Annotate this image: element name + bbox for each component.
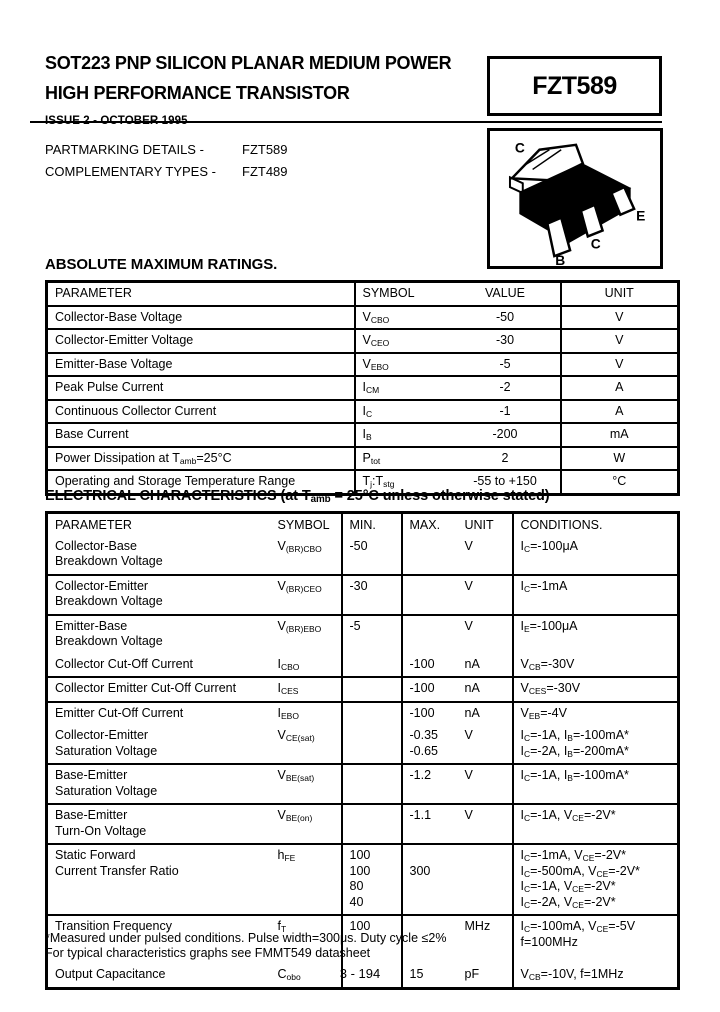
footnote-pulsed-conditions: *Measured under pulsed conditions. Pulse width=300μs. Duty cycle ≤2% — [45, 931, 447, 945]
cell-parameter: Emitter-Base Breakdown Voltage — [47, 615, 271, 654]
cell-conditions: $V_{CB}=-10V$, f=1MHz — [520, 967, 624, 982]
cell-parameter: Emitter-Base Voltage — [47, 353, 355, 377]
cell-unit: W — [561, 447, 679, 471]
cell-min — [342, 804, 402, 844]
part-number-box — [487, 56, 662, 116]
cell-parameter: Emitter Cut-Off Current — [47, 702, 271, 726]
table-row — [47, 804, 679, 844]
cell-min — [342, 677, 402, 702]
cell-parameter: Collector-Emitter Breakdown Voltage — [47, 575, 271, 615]
cell-parameter: Transition Frequency — [47, 915, 271, 954]
cell-max: -100 — [402, 677, 458, 702]
elec-heading: ELECTRICAL CHARACTERISTICS (at $T_{amb} = 25^\circ C$ unless otherwise stated) — [45, 488, 550, 506]
cell-parameter: Collector-Base Breakdown Voltage — [55, 538, 163, 568]
table-row — [47, 400, 679, 424]
cell-min — [342, 702, 402, 726]
doc-title-line2: HIGH PERFORMANCE TRANSISTOR — [45, 83, 350, 103]
cell-symbol: $V_{BE(sat)}$ — [271, 764, 342, 804]
table-row — [47, 376, 679, 400]
cell-parameter: Peak Pulse Current — [47, 376, 355, 400]
table-row — [47, 575, 679, 615]
cell-parameter: Collector-Base Voltage — [47, 306, 355, 330]
cell-unit: pF — [458, 954, 513, 988]
complementary-value: FZT489 — [242, 164, 288, 179]
complementary-label: COMPLEMENTARY TYPES - — [45, 164, 216, 179]
cell-symbol: $I_C$ — [355, 400, 451, 424]
table-row — [47, 615, 679, 654]
header-symbol: SYMBOL — [271, 513, 342, 536]
footnote-graphs-reference: For typical characteristics graphs see FMMT549 datasheet — [45, 946, 371, 960]
abs-max-heading: ABSOLUTE MAXIMUM RATINGS. — [45, 256, 278, 273]
header-parameter: PARAMETER — [47, 282, 355, 306]
cell-symbol: $V_{CBO}$ — [355, 306, 451, 330]
cell-max: -1.2 — [402, 764, 458, 804]
cell-min: 100 — [342, 915, 402, 954]
cell-unit: A — [561, 376, 679, 400]
table-row — [47, 654, 679, 678]
cell-conditions: $V_{EB}=-4V$ — [513, 702, 679, 726]
partmarking-block — [45, 139, 288, 183]
cell-value: -1 — [451, 400, 561, 424]
cell-symbol: $I_{CES}$ — [271, 677, 342, 702]
cell-parameter: Output Capacitance — [55, 967, 166, 981]
cell-symbol: $I_{EBO}$ — [271, 702, 342, 726]
cell-conditions: $I_C=-1A$, $I_B=-100mA*$ $I_C=-2A$, $I_B=-200mA*$ — [520, 728, 629, 759]
header-divider — [30, 121, 662, 123]
cell-parameter: Operating and Storage Temperature Range — [47, 470, 355, 494]
complementary-row — [45, 161, 288, 183]
cell-symbol: $C_{obo}$ — [271, 954, 342, 988]
table-row — [47, 764, 679, 804]
cell-parameter: Collector Emitter Cut-Off Current — [47, 677, 271, 702]
footnotes — [45, 931, 446, 961]
cell-value: -50 — [451, 306, 561, 330]
table-row — [47, 536, 679, 575]
tab-label: C — [514, 140, 525, 156]
cell-parameter: Base-Emitter Saturation Voltage — [47, 764, 271, 804]
partmarking-row — [45, 139, 288, 161]
cell-unit: V — [458, 764, 513, 804]
cell-symbol: $V_{EBO}$ — [355, 353, 451, 377]
header-value: VALUE — [451, 282, 561, 306]
cell-parameter: Base-Emitter Turn-On Voltage — [47, 804, 271, 844]
lead-e-label: E — [636, 208, 646, 224]
cell-unit: V — [458, 615, 513, 654]
cell-unit: MHz — [458, 915, 513, 954]
cell-min: -5 — [342, 615, 402, 654]
header-unit: UNIT — [458, 513, 513, 536]
cell-symbol: $f_T$ — [271, 915, 342, 954]
cell-conditions: $I_C=-1mA$, $V_{CE}=-2V*$ $I_C=-500mA$, $V_{CE}=-2V*$ $I_C=-1A$, $V_{CE}=-2V*$ $I_C=-2A$, $V_{CE}=-2V*$ — [513, 844, 679, 915]
lead-c-label: C — [590, 236, 601, 252]
cell-parameter: Collector Cut-Off Current — [55, 656, 194, 671]
cell-value: -200 — [451, 423, 561, 447]
part-number: FZT589 — [532, 71, 617, 100]
cell-unit: V — [561, 329, 679, 353]
cell-unit: V — [458, 536, 513, 575]
partmarking-value: FZT589 — [242, 142, 288, 157]
cell-symbol: $V_{(BR)CBO}$ — [271, 536, 342, 575]
cell-min: 100 100 80 40 — [342, 844, 402, 915]
header-unit: UNIT — [604, 286, 634, 300]
table-row — [47, 423, 679, 447]
cell-symbol: $V_{(BR)EBO}$ — [271, 615, 342, 654]
cell-unit: V — [561, 306, 679, 330]
cell-max — [402, 575, 458, 615]
cell-conditions: $I_C=-1A$, $V_{CE}=-2V*$ — [513, 804, 679, 844]
cell-unit: nA — [458, 702, 513, 726]
table-row — [47, 447, 679, 471]
elec-table — [45, 511, 680, 990]
cell-symbol: $V_{CE(sat)}$ — [271, 725, 342, 764]
cell-max — [402, 615, 458, 654]
cell-parameter: Continuous Collector Current — [47, 400, 355, 424]
header-max: MAX. — [409, 518, 441, 532]
table-row — [47, 329, 679, 353]
table-row — [47, 306, 679, 330]
cell-max — [402, 536, 458, 575]
cell-conditions: $V_{CB}=-30V$ — [520, 656, 575, 672]
table-header-row — [47, 513, 679, 536]
package-diagram-box — [487, 128, 663, 269]
cell-max: -100 — [402, 702, 458, 726]
cell-unit: °C — [561, 470, 679, 494]
doc-title — [45, 48, 475, 127]
header-min: MIN. — [342, 513, 402, 536]
page-number: 3 - 194 — [339, 966, 381, 981]
table-row — [47, 677, 679, 702]
cell-value: -5 — [451, 353, 561, 377]
sot223-package-icon — [490, 131, 660, 266]
cell-max: 300 — [402, 844, 458, 915]
cell-parameter: Power Dissipation at $T_{amb}=25^\circ C$ — [47, 447, 355, 471]
cell-unit — [458, 844, 513, 915]
partmarking-label: PARTMARKING DETAILS - — [45, 142, 204, 157]
cell-value: -55 to +150 — [451, 470, 561, 494]
header-symbol: SYMBOL — [362, 286, 415, 300]
cell-conditions: $I_C=-100mA$, $V_{CE}=-5V$ f=100MHz — [513, 915, 679, 954]
cell-unit: mA — [561, 423, 679, 447]
cell-symbol: $I_{CM}$ — [355, 376, 451, 400]
lead-b-label: B — [555, 253, 566, 266]
cell-conditions: $I_C=-100\mu A$ — [520, 538, 578, 554]
cell-unit: nA — [458, 677, 513, 702]
cell-parameter: Collector-Emitter Voltage — [47, 329, 355, 353]
cell-symbol: $P_{tot}$ — [355, 447, 451, 471]
cell-min — [342, 654, 402, 678]
cell-max: -1.1 — [402, 804, 458, 844]
cell-value: -2 — [451, 376, 561, 400]
table-row — [47, 702, 679, 726]
cell-symbol: $T_j:T_{stg}$ — [355, 470, 451, 494]
cell-unit: V — [458, 725, 513, 764]
doc-title-line1: SOT223 PNP SILICON PLANAR MEDIUM POWER — [45, 53, 452, 73]
cell-parameter: Collector-Emitter Saturation Voltage — [55, 728, 158, 758]
table-row — [47, 725, 679, 764]
cell-unit: V — [458, 804, 513, 844]
cell-conditions: $I_C=-1mA$ — [513, 575, 679, 615]
cell-parameter: Base Current — [47, 423, 355, 447]
cell-symbol: $V_{BE(on)}$ — [271, 804, 342, 844]
cell-unit: V — [458, 575, 513, 615]
cell-conditions: $I_C=-1A$, $I_B=-100mA*$ — [513, 764, 679, 804]
cell-min: -30 — [342, 575, 402, 615]
table-row — [47, 353, 679, 377]
cell-min: -50 — [342, 536, 402, 575]
cell-symbol: $I_B$ — [355, 423, 451, 447]
cell-symbol: $I_{CBO}$ — [271, 654, 342, 678]
cell-unit: V — [561, 353, 679, 377]
cell-conditions: $V_{CES}=-30V$ — [513, 677, 679, 702]
cell-conditions: $I_E=-100\mu A$ — [513, 615, 679, 654]
cell-symbol: $V_{CEO}$ — [355, 329, 451, 353]
cell-max: -0.35 -0.65 — [409, 728, 438, 758]
cell-symbol: $h_{FE}$ — [271, 844, 342, 915]
table-header-row — [47, 282, 679, 306]
cell-parameter: Static Forward Current Transfer Ratio — [47, 844, 271, 915]
cell-unit: nA — [458, 654, 513, 678]
header-conditions: CONDITIONS. — [520, 518, 603, 532]
cell-unit: A — [561, 400, 679, 424]
cell-value: 2 — [451, 447, 561, 471]
cell-value: -30 — [451, 329, 561, 353]
header-parameter: PARAMETER — [55, 518, 132, 532]
cell-min — [342, 764, 402, 804]
table-row — [47, 844, 679, 915]
cell-min — [342, 725, 402, 764]
abs-max-table — [45, 280, 680, 496]
cell-symbol: $V_{(BR)CEO}$ — [271, 575, 342, 615]
cell-max: -100 — [409, 656, 435, 671]
cell-max: 15 — [409, 967, 424, 981]
